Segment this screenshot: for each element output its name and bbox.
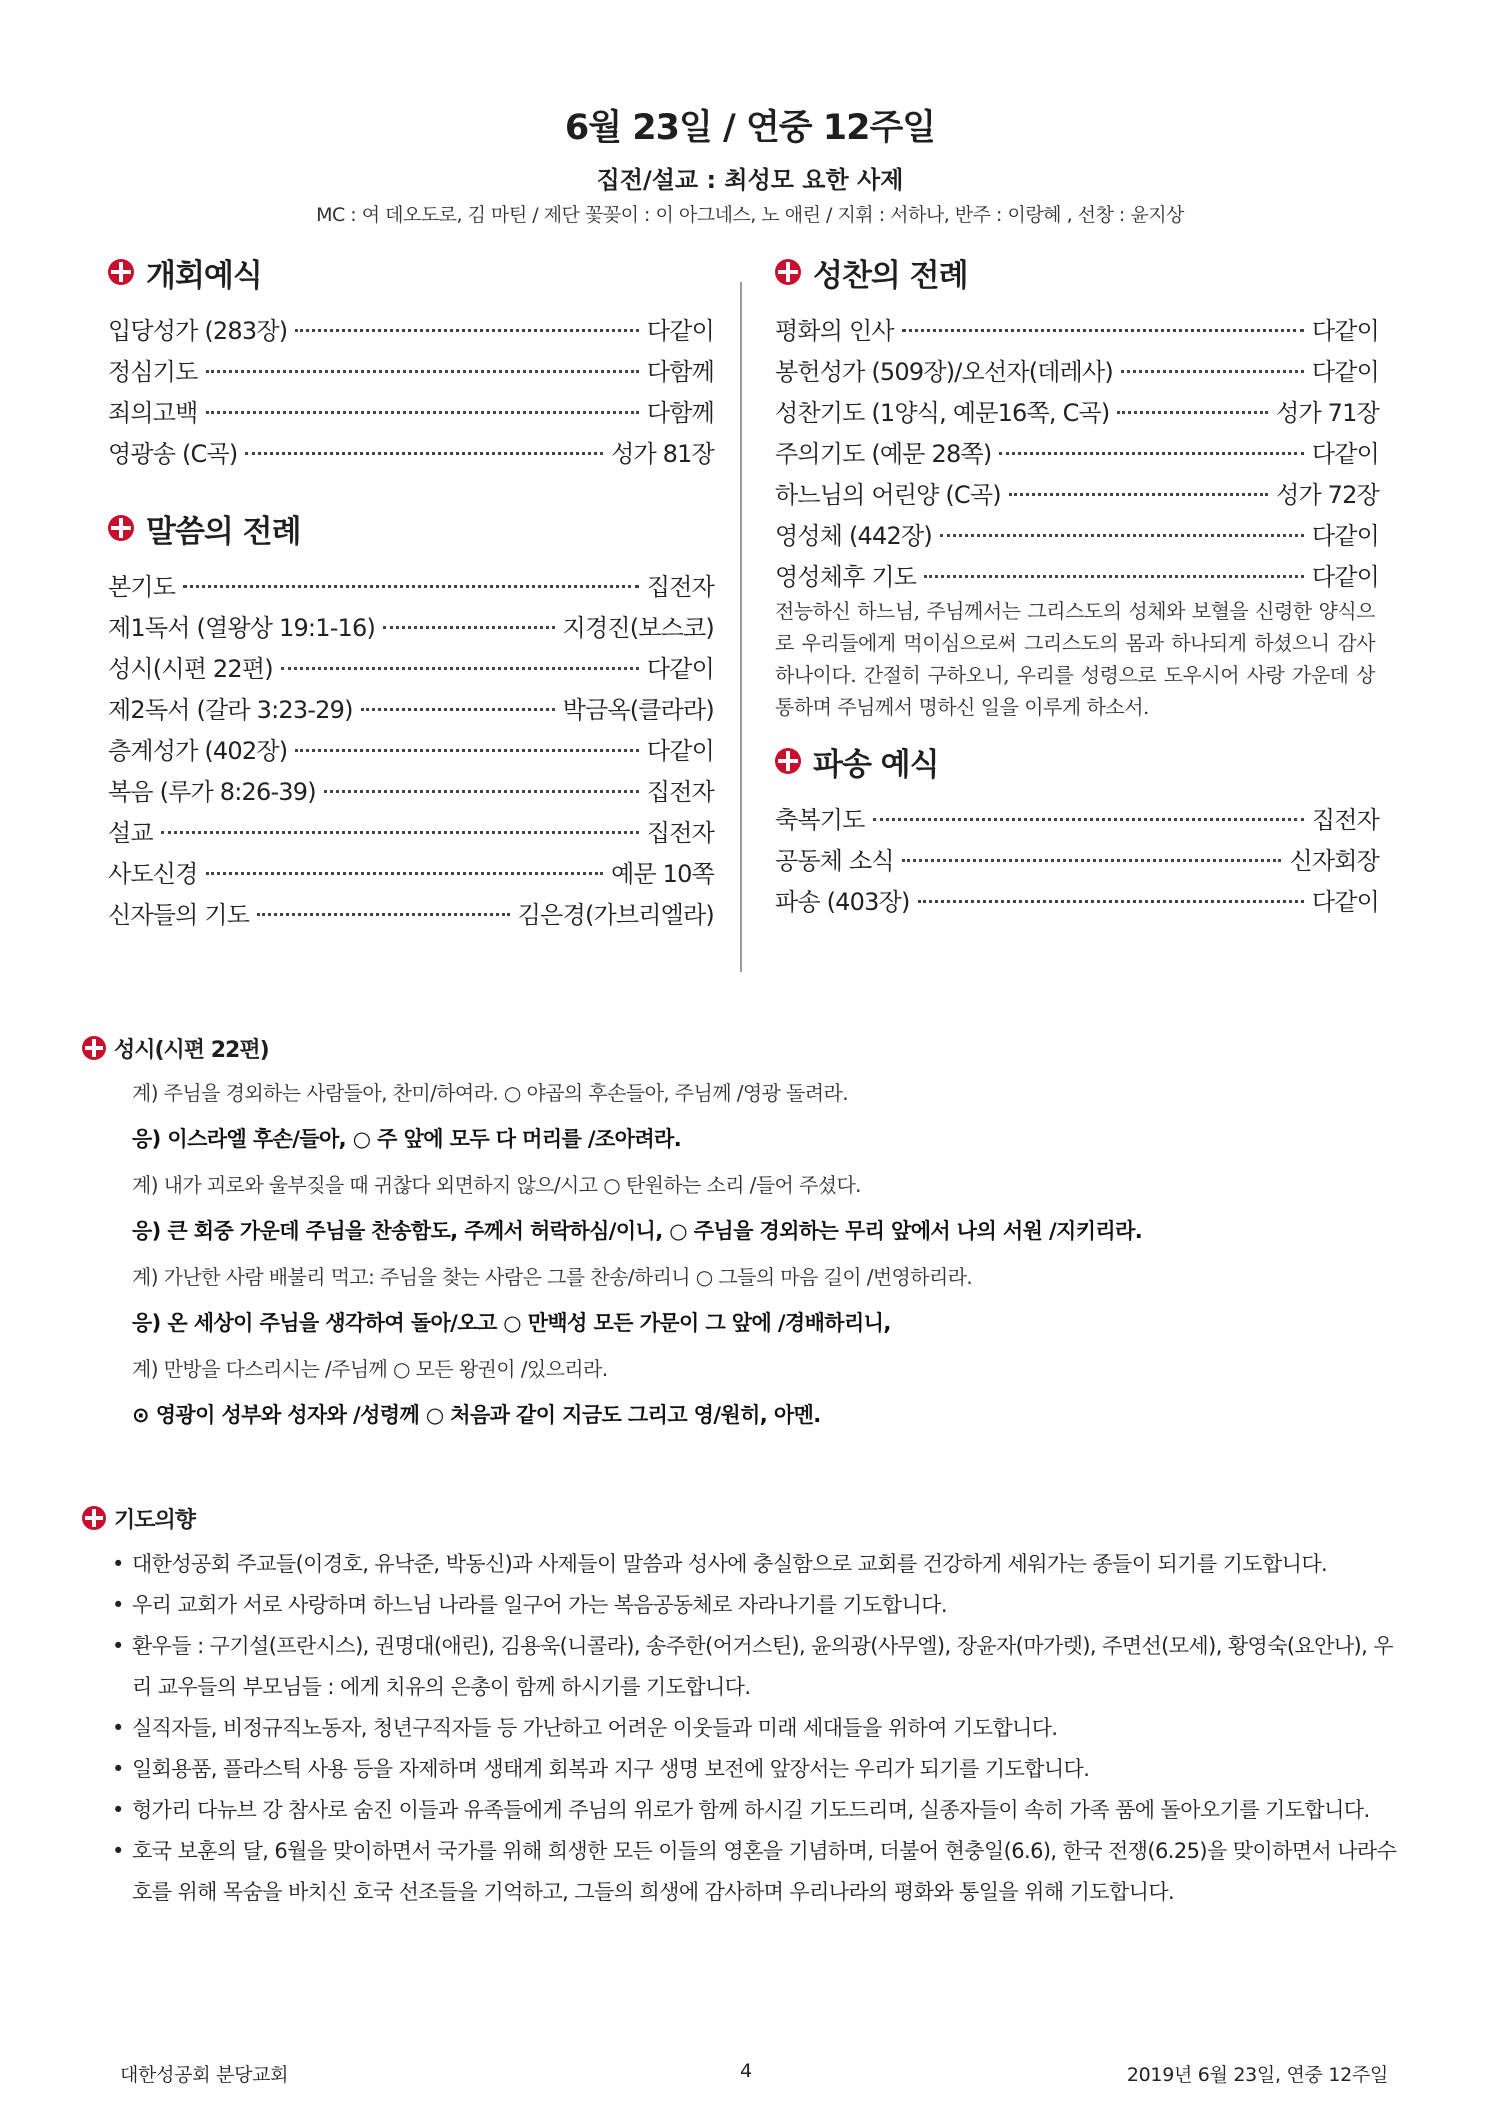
liturgy-item: 파송 (403장) 다같이 [775,888,1379,916]
liturgy-item: 축복기도 집전자 [775,806,1379,834]
liturgy-item: 설교 집전자 [108,819,714,847]
list-item: • 대한성공회 주교들(이경호, 유낙준, 박동신)과 사제들이 말씀과 성사에 충실함으로 교회를 건강하게 세워가는 종들이 되기를 기도합니다. [82,1544,1412,1585]
psalm-line: 계) 내가 괴로와 울부짖을 때 귀찮다 외면하지 않으/시고 ○ 탄원하는 소리 /들어 주셨다. [132,1173,861,1197]
psalm-line: 응) 큰 회중 가운데 주님을 찬송함도, 주께서 허락하심/이니, ○ 주님을 경외하는 무리 앞에서 나의 서원 /지키리라. [132,1219,1143,1243]
section-heading-dismissal: 파송 예식 [775,739,1379,783]
psalm-heading: 성시(시편 22편) [82,1032,1412,1064]
post-communion-prayer: 전능하신 하느님, 주님께서는 그리스도의 성체와 보혈을 신령한 양식으로 우리들에게 먹이심으로써 그리스도의 몸과 하나되게 하셨으니 감사하나이다. 간절히 구하오니, 우리를 성령으로 도우시어 사랑 가운데 상통하며 주님께서 명하신 일을 이루게 하소서. [775,599,1375,719]
cross-icon [775,748,801,774]
page-number: 4 [740,2060,752,2082]
section-heading-eucharist: 성찬의 전례 [775,250,1379,294]
psalm-line: 계) 주님을 경외하는 사람들아, 찬미/하여라. ○ 야곱의 후손들아, 주님께 /영광 돌려라. [132,1081,848,1105]
cross-icon [108,515,134,541]
liturgy-item: 사도신경 예문 10쪽 [108,860,714,888]
right-column [775,250,1379,920]
psalm-section [82,1032,1412,1438]
liturgy-item: 하느님의 어린양 (C곡) 성가 72장 [775,481,1379,509]
liturgy-item: 공동체 소식 신자회장 [775,847,1379,875]
footer-date: 2019년 6월 23일, 연중 12주일 [1126,2064,1388,2086]
list-item: • 우리 교회가 서로 사랑하며 하느님 나라를 일구어 가는 복음공동체로 자라나기를 기도합니다. [82,1585,1412,1626]
psalm-line: 응) 온 세상이 주님을 생각하여 돌아/오고 ○ 만백성 모든 가문이 그 앞에 /경배하리니, [132,1311,891,1335]
liturgy-item: 복음 (루가 8:26-39) 집전자 [108,778,714,806]
page-title: 6월 23일 / 연중 12주일 [564,108,936,148]
list-item: • 일회용품, 플라스틱 사용 등을 자제하며 생태계 회복과 지구 생명 보전에 앞장서는 우리가 되기를 기도합니다. [82,1749,1412,1790]
list-item: • 헝가리 다뉴브 강 참사로 숨진 이들과 유족들에게 주님의 위로가 함께 하시길 기도드리며, 실종자들이 속히 가족 품에 돌아오기를 기도합니다. [82,1790,1412,1831]
liturgy-item: 죄의고백 다함께 [108,399,714,427]
section-heading-opening: 개회예식 [108,250,714,294]
cross-icon [775,259,801,285]
liturgy-item: 주의기도 (예문 28쪽) 다같이 [775,440,1379,468]
list-item: • 호국 보훈의 달, 6월을 맞이하면서 국가를 위해 희생한 모든 이들의 영혼을 기념하며, 더불어 현충일(6.6), 한국 전쟁(6.25)을 맞이하면서 나라수호를 위해 목숨을 바치신 호국 선조들을 기억하고, 그들의 희생에 감사하며 우리나라의 평화와 통일을 위해 기도합니다. [82,1831,1412,1913]
staff-line: MC : 여 데오도로, 김 마틴 / 제단 꽃꽂이 : 이 아그네스, 노 애린 / 지휘 : 서하나, 반주 : 이랑혜 , 선창 : 윤지상 [316,204,1184,226]
liturgy-item: 제2독서 (갈라 3:23-29) 박금옥(클라라) [108,696,714,724]
psalm-line: 응) 이스라엘 후손/들아, ○ 주 앞에 모두 다 머리를 /조아려라. [132,1127,682,1151]
liturgy-item: 입당성가 (283장) 다같이 [108,317,714,345]
column-divider [740,282,742,972]
cross-icon [108,259,134,285]
list-item: • 환우들 : 구기설(프란시스), 권명대(애린), 김용욱(니콜라), 송주한(어거스틴), 윤의광(사무엘), 장윤자(마가렛), 주면선(모세), 황영숙(요안나), 우리 교우들의 부모님들 : 에게 치유의 은총이 함께 하시기를 기도합니다. [82,1626,1412,1708]
prayer-intentions-section [82,1502,1412,1913]
liturgy-item: 제1독서 (열왕상 19:1-16) 지경진(보스코) [108,614,714,642]
liturgy-item: 정심기도 다함께 [108,358,714,386]
liturgy-item: 영성체 (442장) 다같이 [775,522,1379,550]
left-column [108,250,714,933]
liturgy-item: 평화의 인사 다같이 [775,317,1379,345]
liturgy-item: 신자들의 기도 김은경(가브리엘라) [108,901,714,929]
list-item: • 실직자들, 비정규직노동자, 청년구직자들 등 가난하고 어려운 이웃들과 미래 세대들을 위하여 기도합니다. [82,1708,1412,1749]
footer-church: 대한성공회 분당교회 [120,2064,289,2086]
liturgy-item: 성찬기도 (1양식, 예문16쪽, C곡) 성가 71장 [775,399,1379,427]
psalm-line: 계) 가난한 사람 배불리 먹고: 주님을 찾는 사람은 그를 찬송/하리니 ○ 그들의 마음 길이 /번영하리라. [132,1265,973,1289]
liturgy-item: 봉헌성가 (509장)/오선자(데레사) 다같이 [775,358,1379,386]
liturgy-item: 영성체후 기도 다같이 [775,563,1379,591]
psalm-line: 계) 만방을 다스리시는 /주님께 ○ 모든 왕권이 /있으리라. [132,1357,608,1381]
liturgy-item: 성시(시편 22편) 다같이 [108,655,714,683]
liturgy-item: 영광송 (C곡) 성가 81장 [108,440,714,468]
intentions-heading: 기도의향 [82,1502,1412,1534]
section-heading-word: 말씀의 전례 [108,506,714,550]
psalm-lines [132,1070,1412,1438]
liturgy-item: 층계성가 (402장) 다같이 [108,737,714,765]
cross-icon [82,1506,106,1530]
liturgy-item: 본기도 집전자 [108,573,714,601]
intentions-list [82,1544,1412,1913]
celebrant-line: 집전/설교 : 최성모 요한 사제 [596,166,904,194]
cross-icon [82,1036,106,1060]
psalm-line: ⊙ 영광이 성부와 성자와 /성령께 ○ 처음과 같이 지금도 그리고 영/원히, 아멘. [132,1403,821,1427]
